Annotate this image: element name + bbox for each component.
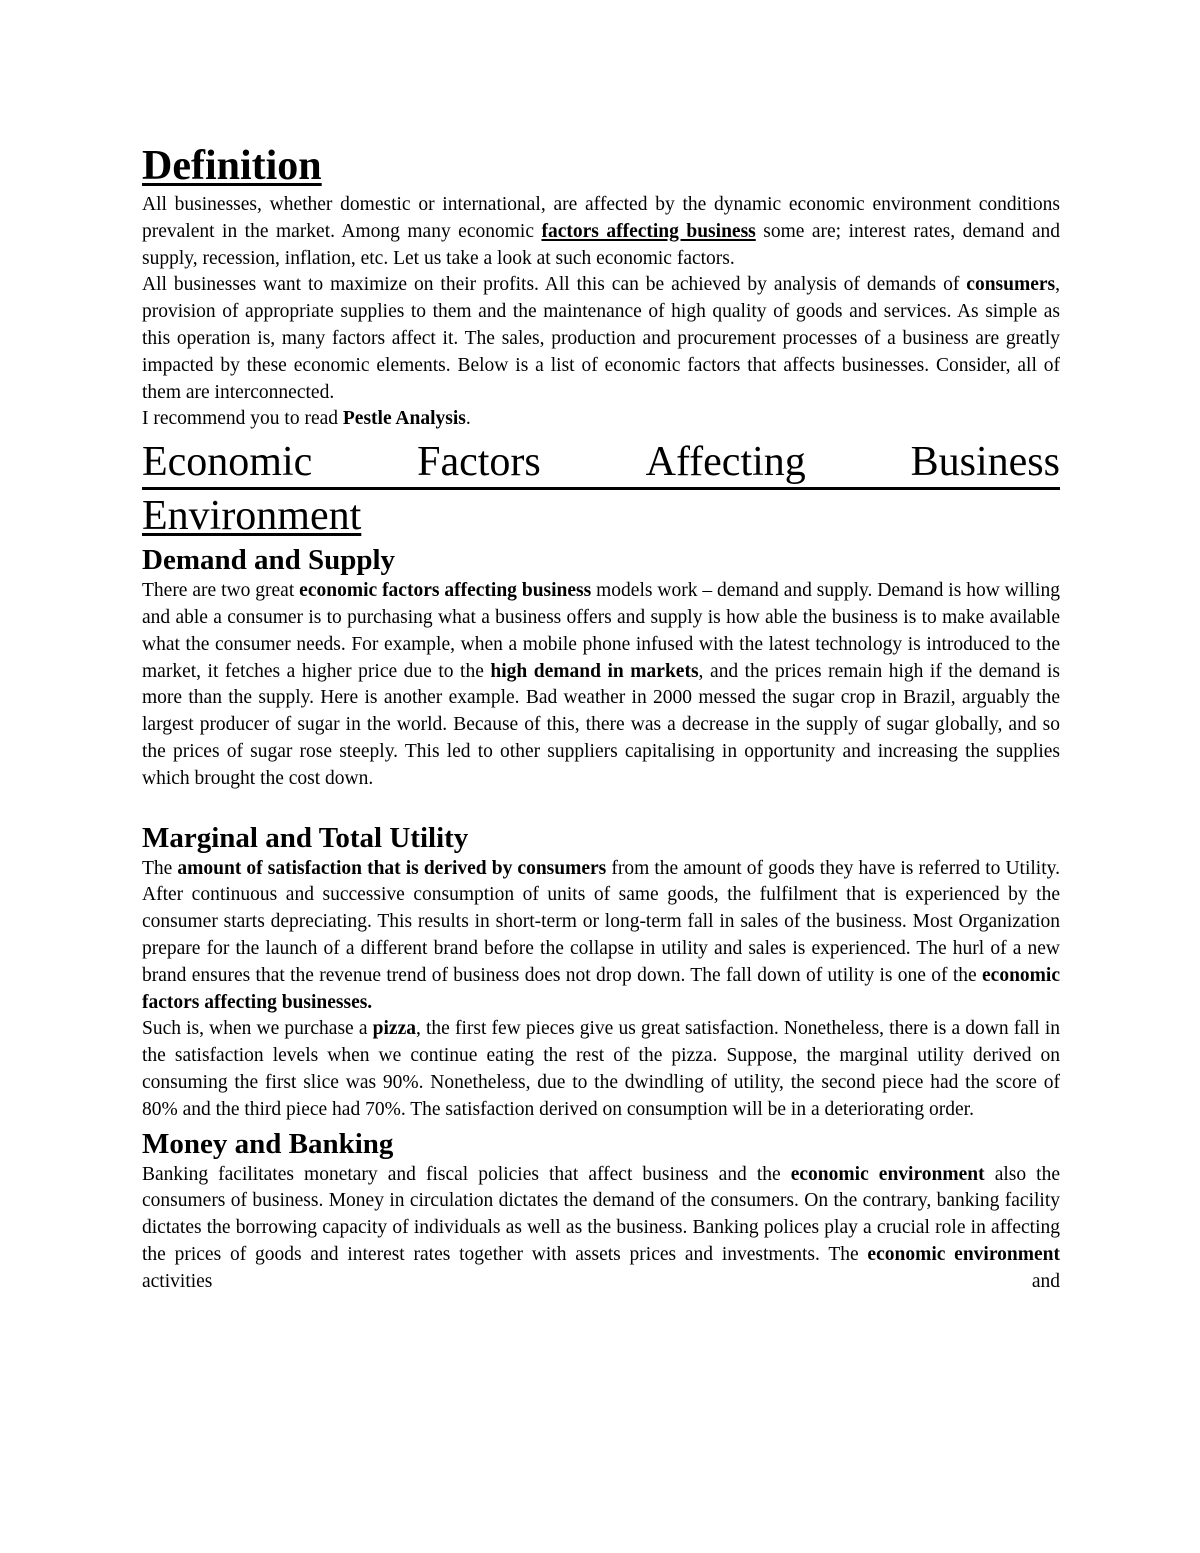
bold-term: pizza	[372, 1018, 416, 1040]
bold-term: economic factors affecting business	[299, 580, 592, 602]
marginal-utility-paragraph-1	[142, 856, 1060, 1017]
main-heading	[142, 437, 1060, 542]
money-banking-heading: Money and Banking	[142, 1127, 394, 1160]
text-run: some are; interest rates, demand and supply, recession, inflation, etc. Let us take a look at such economic factors.	[142, 220, 1060, 269]
definition-paragraph-3	[142, 406, 1060, 433]
text-run: , provision of appropriate supplies to them and the maintenance of high quality of goods and services. As simple as this operation is, many factors affect it. The sales, production and procurement processes of a business are greatly impacted by these economic elements. Below is a list of economic factors that affects businesses. Consider, all of them are interconnected.	[142, 274, 1060, 403]
text-run: also the consumers of business. Money in circulation dictates the demand of the consumers. On the contrary, banking facility dictates the borrowing capacity of individuals as well as the business. Banking polices play a crucial role in affecting the prices of goods and interest rates together with assets prices and investments. The	[142, 1163, 1061, 1265]
main-heading-line-2: Environment	[142, 493, 362, 540]
spacer	[142, 793, 1060, 820]
bold-term: economic environment	[790, 1163, 985, 1185]
bold-term: amount of satisfaction that is derived by consumers	[177, 857, 607, 879]
text-run: activities and	[142, 1270, 1060, 1292]
definition-paragraph-1	[142, 192, 1060, 272]
text-run: models work – demand and supply. Demand is how willing and able a consumer is to purchasing what a business offers and supply is how able the business is to make available what the consumer needs. For example, when a mobile phone infused with the latest technology is introduced to the market, it fetches a higher price due to the	[142, 580, 1060, 682]
text-run: All businesses want to maximize on their profits. All this can be achieved by analysis of demands of	[142, 274, 967, 296]
text-run: The	[142, 857, 178, 879]
heading-word: Factors	[417, 439, 541, 486]
factors-affecting-business-link[interactable]: factors affecting business	[541, 220, 756, 242]
text-run: from the amount of goods they have is referred to Utility. After continuous and successive consumption of units of same goods, the fulfilment that is experienced by the consumer starts depreciating. This results in short-term or long-term fall in sales of the business. Most Organization prepare for the launch of a different brand before the collapse in utility and sales is experienced. The hurl of a new brand ensures that the revenue trend of business does not drop down. The fall down of utility is one of the	[142, 857, 1060, 986]
definition-paragraph-2	[142, 272, 1060, 406]
text-run: I recommend you to read	[142, 408, 343, 430]
text-run: , the first few pieces give us great satisfaction. Nonetheless, there is a down fall in the satisfaction levels when we continue eating the rest of the pizza. Suppose, the marginal utility derived on consuming the first slice was 90%. Nonetheless, due to the dwindling of utility, the second piece had the score of 80% and the third piece had 70%. The satisfaction derived on consumption will be in a deteriorating order.	[142, 1018, 1060, 1120]
heading-word: Affecting	[645, 439, 806, 486]
demand-supply-heading: Demand and Supply	[142, 544, 396, 577]
document-page	[142, 140, 1060, 1296]
money-banking-paragraph	[142, 1162, 1060, 1296]
text-run: .	[465, 408, 471, 430]
bold-term: economic factors affecting businesses.	[142, 964, 1060, 1013]
definition-heading: Definition	[142, 143, 322, 189]
text-run: , and the prices remain high if the demand is more than the supply. Here is another example. Bad weather in 2000 messed the sugar crop in Brazil, arguably the largest producer of sugar in the world. Because of this, there was a decrease in the supply of sugar globally, and so the prices of sugar rose steeply. This led to other suppliers capitalising in opportunity and increasing the supplies which brought the cost down.	[142, 660, 1060, 789]
marginal-utility-paragraph-2	[142, 1016, 1060, 1123]
main-heading-line-1	[142, 437, 1060, 490]
bold-term: consumers	[966, 274, 1056, 296]
text-run: There are two great	[142, 580, 300, 602]
marginal-utility-heading: Marginal and Total Utility	[142, 821, 469, 854]
text-run: All businesses, whether domestic or international, are affected by the dynamic economic environment conditions prevalent in the market. Among many economic	[142, 194, 1060, 242]
demand-supply-paragraph	[142, 578, 1060, 792]
bold-term: economic environment	[867, 1243, 1060, 1265]
text-run: Banking facilitates monetary and fiscal policies that affect business and the	[142, 1163, 791, 1185]
pestle-analysis-link[interactable]: Pestle Analysis	[342, 408, 466, 430]
bold-term: high demand in markets	[490, 660, 699, 682]
heading-word: Business	[910, 439, 1060, 486]
heading-word: Economic	[142, 439, 313, 486]
text-run: Such is, when we purchase a	[142, 1018, 373, 1040]
